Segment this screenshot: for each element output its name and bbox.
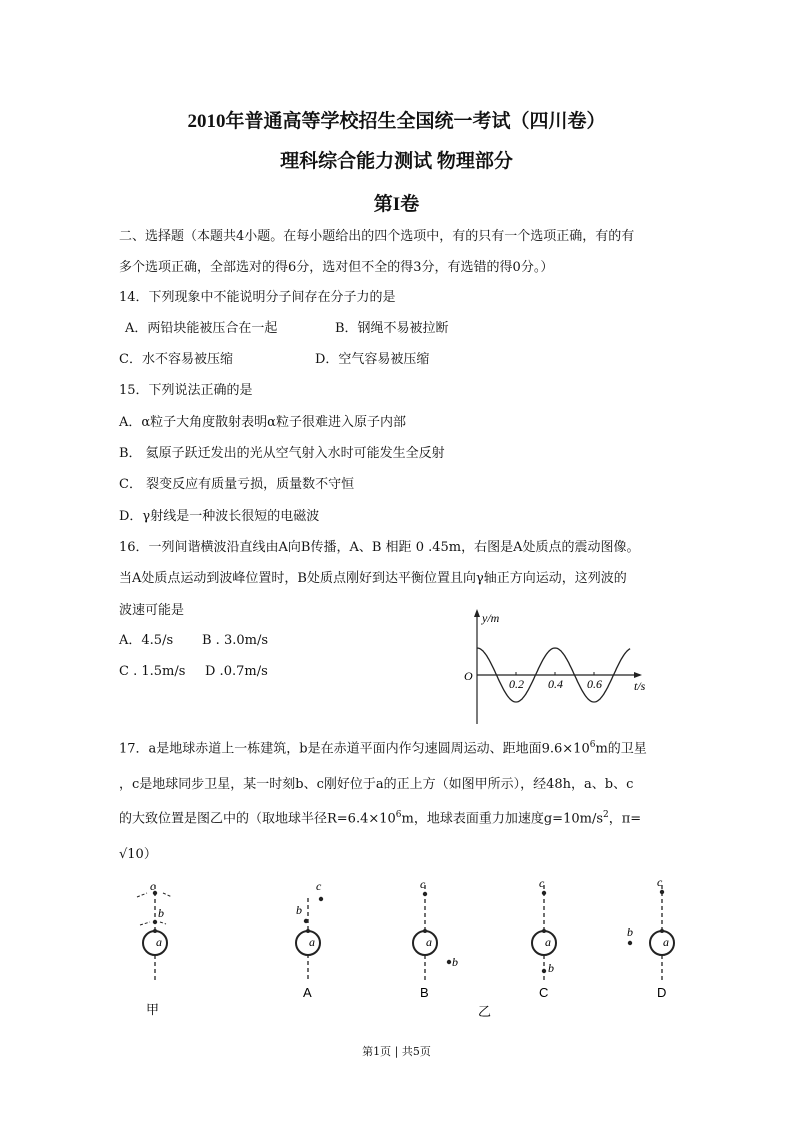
point-a	[153, 929, 157, 933]
x-axis-label: t/s	[634, 679, 646, 693]
x-tick-label: 0.6	[587, 677, 602, 691]
label-b: b	[548, 961, 554, 975]
q16-line: 当A处质点运动到波峰位置时，B处质点刚好到达平衡位置且向γ轴正方向运动，这列波的	[119, 571, 627, 586]
q15-option-d: D．γ射线是一种波长很短的电磁波	[119, 509, 320, 524]
label-c: c	[539, 876, 545, 890]
q14-option-c: C．水不容易被压缩	[119, 352, 233, 367]
satellite-b	[153, 920, 157, 924]
label-c: c	[420, 877, 426, 891]
label-a: a	[545, 935, 551, 949]
q14-stem: 14．下列现象中不能说明分子间存在分子力的是	[119, 290, 396, 305]
section-title: 第I卷	[373, 194, 420, 215]
q15-option-a: A．α粒子大角度散射表明α粒子很难进入原子内部	[119, 415, 406, 430]
label-b: b	[452, 955, 458, 969]
satellite-b	[628, 941, 632, 945]
q14-option-a: A．两铅块能被压合在一起	[125, 321, 278, 336]
label-c: c	[316, 879, 322, 893]
y-axis-label: y/m	[482, 611, 500, 625]
point-a	[423, 929, 427, 933]
earth-circle	[532, 931, 556, 955]
earth-circle	[296, 931, 320, 955]
earth-circle	[143, 931, 167, 955]
intro-line: 二、选择题（本题共4小题。在每小题给出的四个选项中，有的只有一个选项正确，有的有	[119, 229, 635, 244]
q17-line: √10）	[119, 847, 157, 862]
satellite-b	[447, 960, 451, 964]
q16-option-d: D .0.7m/s	[205, 664, 268, 679]
q15-stem: 15．下列说法正确的是	[119, 383, 253, 398]
q17-line: 的大致位置是图乙中的（取地球半径$R=6.4\times 10^6m$，地球表面重力加速度$g=10m/s^2$，π=	[119, 810, 642, 827]
q17-line: ，c是地球同步卫星，某一时刻b、c刚好位于a的正上方（如图甲所示），经48h，a、b、c	[119, 777, 634, 792]
satellite-b	[542, 969, 546, 973]
origin-label: O	[464, 669, 473, 683]
satellite-c	[542, 891, 546, 895]
label-a: a	[156, 935, 162, 949]
point-a	[660, 929, 664, 933]
label-c: c	[657, 875, 663, 889]
x-tick-label: 0.2	[509, 677, 524, 691]
exam-title: 2010年普通高等学校招生全国统一考试（四川卷）	[187, 111, 606, 132]
label-b: b	[158, 906, 164, 920]
page-footer: 第1页 | 共5页	[362, 1045, 431, 1058]
q15-option-b: B． 氦原子跃迁发出的光从空气射入水时可能发生全反射	[119, 446, 445, 461]
satellite-b	[304, 919, 308, 923]
label-a: a	[663, 935, 669, 949]
figure-jia-label: 甲	[146, 1002, 160, 1017]
x-tick-label: 0.4	[548, 677, 563, 691]
q14-option-b: B．钢绳不易被拉断	[335, 321, 449, 336]
q17-line: 17．a是地球赤道上一栋建筑，b是在赤道平面内作匀速圆周运动、距地面$9.6\times 10^6m$的卫星	[119, 740, 647, 757]
point-a	[542, 929, 546, 933]
label-a: a	[309, 935, 315, 949]
earth-circle	[650, 931, 674, 955]
q16-option-b: B . 3.0m/s	[202, 633, 269, 648]
point-a	[306, 929, 310, 933]
label-c: c	[150, 879, 156, 893]
y-axis-arrow-icon	[474, 609, 480, 617]
q16-line: 16．一列间谐横波沿直线由A向B传播，A、B 相距 0 .45m，右图是A处质点的震动图像。	[119, 540, 640, 555]
label-b: b	[627, 925, 633, 939]
figure-yi-label: 乙	[478, 1004, 492, 1019]
satellite-c	[423, 892, 427, 896]
q16-option-c: C . 1.5m/s	[119, 664, 186, 679]
x-axis-arrow-icon	[634, 672, 642, 678]
satellite-c	[660, 890, 664, 894]
vibration-graph	[464, 609, 646, 724]
q16-line: 波速可能是	[119, 603, 185, 618]
q16-option-a: A．4.5/s	[119, 633, 174, 648]
intro-line: 多个选项正确，全部选对的得6分，选对但不全的得3分，有选错的得0分。）	[119, 260, 554, 275]
exam-subtitle: 理科综合能力测试 物理部分	[280, 151, 513, 172]
q15-option-c: C． 裂变反应有质量亏损，质量数不守恒	[119, 477, 355, 492]
option-label: C	[539, 985, 549, 1000]
option-label: B	[420, 985, 429, 1000]
option-label: D	[657, 985, 667, 1000]
label-b: b	[296, 903, 302, 917]
satellite-c	[319, 897, 323, 901]
label-a: a	[426, 935, 432, 949]
option-label: A	[303, 985, 312, 1000]
earth-circle	[413, 931, 437, 955]
q14-option-d: D．空气容易被压缩	[315, 352, 430, 367]
